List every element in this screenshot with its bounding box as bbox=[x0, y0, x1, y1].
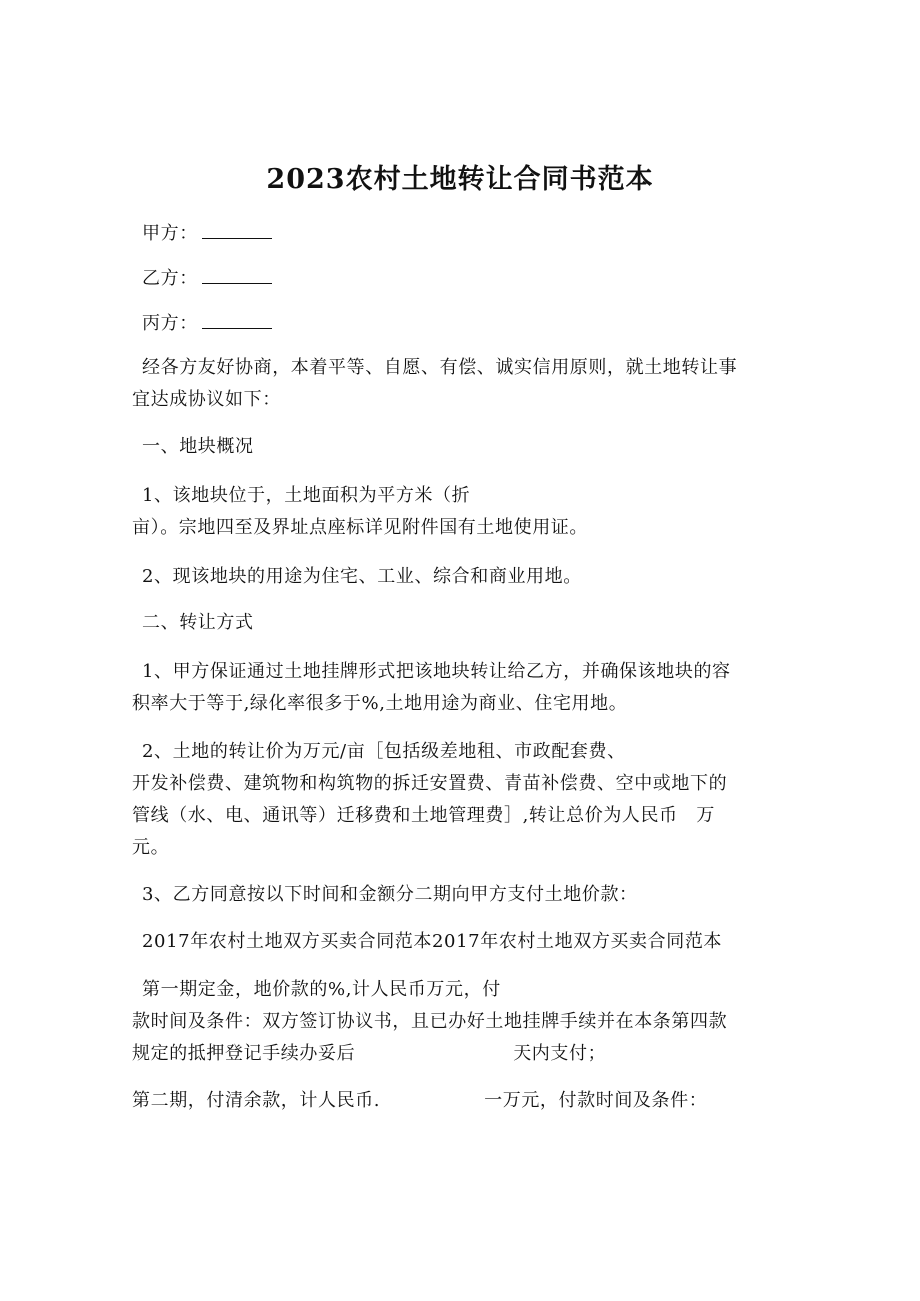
phase2-left: 第二期，付清余款，计人民币. bbox=[132, 1090, 381, 1111]
document-title: 2023农村土地转让合同书范本 bbox=[266, 164, 654, 195]
phase1-line-3-left: 规定的抵押登记手续办妥后 bbox=[132, 1043, 356, 1064]
s2-item1-line-1: 1、甲方保证通过土地挂牌形式把该地块转让给乙方，并确保该地块的容 bbox=[142, 661, 731, 682]
reference-line: 2017年农村土地双方买卖合同范本2017年农村土地双方买卖合同范本 bbox=[142, 931, 723, 952]
s2-item2-line-3: 管线（水、电、通讯等）迁移费和土地管理费］,转让总价为人民币 万 bbox=[132, 805, 715, 826]
phase2-line bbox=[132, 1086, 707, 1116]
phase1-line-1: 第一期定金，地价款的%,计人民币万元，付 bbox=[142, 979, 501, 1000]
section-2-heading: 二、转让方式 bbox=[142, 612, 254, 633]
phase2-right: 一万元，付款时间及条件： bbox=[484, 1090, 708, 1111]
section-1-heading: 一、地块概况 bbox=[142, 436, 254, 457]
phase1-line-3 bbox=[132, 1039, 606, 1069]
phase1-line-3-right: 天内支付； bbox=[513, 1043, 607, 1064]
s1-item2: 2、现该地块的用途为住宅、工业、综合和商业用地。 bbox=[142, 566, 582, 587]
s2-item3: 3、乙方同意按以下时间和金额分二期向甲方支付土地价款： bbox=[142, 884, 638, 905]
party-a-line bbox=[142, 219, 272, 249]
s2-item2-line-4: 元。 bbox=[132, 837, 170, 858]
intro-line-2: 宜达成协议如下： bbox=[132, 389, 281, 410]
party-b-blank bbox=[202, 269, 272, 284]
party-a-label: 甲方： bbox=[142, 223, 198, 244]
s1-item1-line-2: 亩）。宗地四至及界址点座标详见附件国有土地使用证。 bbox=[132, 517, 588, 538]
s2-item2-line-2: 开发补偿费、建筑物和构筑物的拆迁安置费、青苗补偿费、空中或地下的 bbox=[132, 773, 728, 794]
party-c-label: 丙方： bbox=[142, 313, 198, 334]
party-b-line bbox=[142, 264, 272, 294]
s2-item1-line-2: 积率大于等于,绿化率很多于%,土地用途为商业、住宅用地。 bbox=[132, 693, 628, 714]
party-b-label: 乙方： bbox=[142, 268, 198, 289]
party-a-blank bbox=[202, 224, 272, 239]
party-c-line bbox=[142, 309, 272, 339]
intro-line-1: 经各方友好协商，本着平等、自愿、有偿、诚实信用原则，就土地转让事 bbox=[142, 357, 738, 378]
s1-item1-line-1: 1、该地块位于，土地面积为平方米（折 bbox=[142, 485, 471, 506]
phase1-line-2: 款时间及条件：双方签订协议书，且已办好土地挂牌手续并在本条第四款 bbox=[132, 1011, 728, 1032]
party-c-blank bbox=[202, 314, 272, 329]
s2-item2-line-1: 2、土地的转让价为万元/亩［包括级差地租、市政配套费、 bbox=[142, 741, 626, 762]
